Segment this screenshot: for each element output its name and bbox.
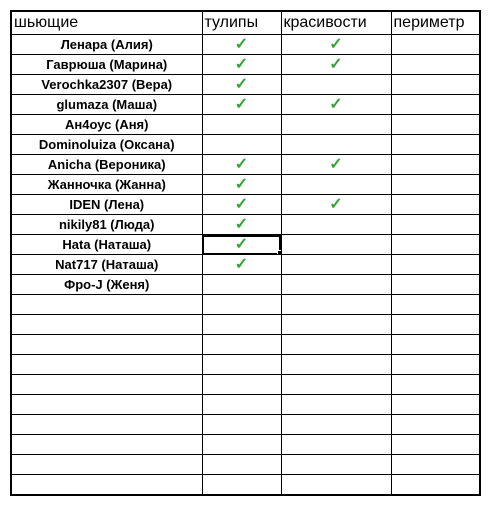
perimeter-cell[interactable]: [391, 395, 480, 415]
table-row: [11, 415, 480, 435]
checkmark-icon: ✓: [234, 236, 249, 253]
perimeter-cell[interactable]: [391, 75, 480, 95]
pretty-cell[interactable]: [281, 195, 391, 215]
tulips-cell[interactable]: [202, 275, 281, 295]
header-name-cell[interactable]: шьющие: [11, 11, 202, 35]
name-cell[interactable]: Ан4оус (Аня): [11, 115, 202, 135]
tulips-cell[interactable]: [202, 415, 281, 435]
name-cell[interactable]: [11, 395, 202, 415]
perimeter-cell[interactable]: [391, 175, 480, 195]
tulips-cell[interactable]: [202, 75, 281, 95]
checkmark-icon: ✓: [329, 96, 343, 113]
pretty-cell[interactable]: [281, 175, 391, 195]
pretty-cell[interactable]: [281, 415, 391, 435]
name-cell[interactable]: [11, 335, 202, 355]
name-cell[interactable]: [11, 415, 202, 435]
table-row: [11, 155, 480, 175]
checkmark-icon: ✓: [234, 196, 249, 213]
pretty-cell[interactable]: [281, 455, 391, 475]
perimeter-cell[interactable]: [391, 135, 480, 155]
table-row: [11, 255, 480, 275]
checkmark-icon: ✓: [234, 76, 249, 93]
table-row: [11, 215, 480, 235]
perimeter-cell[interactable]: [391, 275, 480, 295]
name-cell[interactable]: [11, 475, 202, 496]
pretty-cell[interactable]: [281, 55, 391, 75]
table-body: [11, 35, 480, 496]
table-row: [11, 295, 480, 315]
perimeter-cell[interactable]: [391, 295, 480, 315]
tulips-cell[interactable]: [202, 355, 281, 375]
perimeter-cell[interactable]: [391, 155, 480, 175]
checkmark-icon: ✓: [234, 36, 249, 53]
name-cell[interactable]: Dominoluiza (Оксана): [11, 135, 202, 155]
pretty-cell[interactable]: [281, 255, 391, 275]
pretty-cell[interactable]: [281, 375, 391, 395]
name-cell[interactable]: Hata (Наташа): [11, 235, 202, 255]
tulips-cell[interactable]: [202, 455, 281, 475]
tulips-cell[interactable]: [202, 475, 281, 496]
name-cell[interactable]: Nat717 (Наташа): [11, 255, 202, 275]
fill-handle[interactable]: [277, 250, 282, 255]
perimeter-cell[interactable]: [391, 35, 480, 55]
table-row: [11, 475, 480, 496]
pretty-cell[interactable]: [281, 215, 391, 235]
pretty-cell[interactable]: [281, 275, 391, 295]
tulips-cell[interactable]: [202, 175, 281, 195]
perimeter-cell[interactable]: [391, 455, 480, 475]
table-row: [11, 135, 480, 155]
checkmark-icon: ✓: [234, 56, 249, 73]
pretty-cell[interactable]: [281, 155, 391, 175]
tulips-cell[interactable]: [202, 435, 281, 455]
perimeter-cell[interactable]: [391, 315, 480, 335]
tulips-cell[interactable]: [202, 195, 281, 215]
name-cell[interactable]: [11, 435, 202, 455]
name-cell[interactable]: Жанночка (Жанна): [11, 175, 202, 195]
table-row: [11, 175, 480, 195]
perimeter-cell[interactable]: [391, 195, 480, 215]
pretty-cell[interactable]: [281, 295, 391, 315]
name-cell[interactable]: glumaza (Маша): [11, 95, 202, 115]
pretty-cell[interactable]: [281, 35, 391, 55]
tulips-cell[interactable]: [202, 115, 281, 135]
perimeter-cell[interactable]: [391, 355, 480, 375]
table-row: [11, 355, 480, 375]
tulips-cell[interactable]: [202, 135, 281, 155]
table-row: [11, 115, 480, 135]
table-row: [11, 455, 480, 475]
pretty-cell[interactable]: [281, 475, 391, 496]
checkmark-icon: ✓: [234, 96, 249, 113]
name-cell[interactable]: Фро-J (Женя): [11, 275, 202, 295]
pretty-cell[interactable]: [281, 235, 391, 255]
table-row: [11, 55, 480, 75]
header-pretty-cell[interactable]: красивости: [281, 11, 391, 35]
name-cell[interactable]: Ленара (Алия): [11, 35, 202, 55]
table-row: [11, 235, 480, 255]
name-cell[interactable]: [11, 455, 202, 475]
checkmark-icon: ✓: [234, 256, 249, 273]
perimeter-cell[interactable]: [391, 115, 480, 135]
tulips-cell[interactable]: [202, 315, 281, 335]
tulips-cell[interactable]: [202, 95, 281, 115]
perimeter-cell[interactable]: [391, 375, 480, 395]
pretty-cell[interactable]: [281, 395, 391, 415]
checkmark-icon: ✓: [329, 56, 343, 73]
tulips-cell[interactable]: [202, 55, 281, 75]
pretty-cell[interactable]: [281, 355, 391, 375]
perimeter-cell[interactable]: [391, 255, 480, 275]
tulips-cell[interactable]: [202, 375, 281, 395]
tulips-cell[interactable]: [202, 35, 281, 55]
tulips-cell[interactable]: [202, 215, 281, 235]
tulips-cell[interactable]: [202, 235, 281, 255]
name-cell[interactable]: Anicha (Вероника): [11, 155, 202, 175]
perimeter-cell[interactable]: [391, 235, 480, 255]
signup-table: [10, 10, 481, 496]
table-row: [11, 35, 480, 55]
checkmark-icon: ✓: [329, 196, 343, 213]
perimeter-cell[interactable]: [391, 55, 480, 75]
pretty-cell[interactable]: [281, 335, 391, 355]
perimeter-cell[interactable]: [391, 335, 480, 355]
name-cell[interactable]: nikily81 (Люда): [11, 215, 202, 235]
table-row: [11, 395, 480, 415]
perimeter-cell[interactable]: [391, 475, 480, 496]
table-row: [11, 75, 480, 95]
pretty-cell[interactable]: [281, 115, 391, 135]
table-row: [11, 435, 480, 455]
checkmark-icon: ✓: [234, 156, 249, 173]
perimeter-cell[interactable]: [391, 435, 480, 455]
name-cell[interactable]: Verochka2307 (Вера): [11, 75, 202, 95]
pretty-cell[interactable]: [281, 75, 391, 95]
tulips-cell[interactable]: [202, 255, 281, 275]
tulips-cell[interactable]: [202, 295, 281, 315]
perimeter-cell[interactable]: [391, 415, 480, 435]
name-cell[interactable]: [11, 315, 202, 335]
table-row: [11, 275, 480, 295]
header-perimeter-cell[interactable]: периметр: [391, 11, 480, 35]
table-row: [11, 375, 480, 395]
table-row: [11, 315, 480, 335]
name-cell[interactable]: [11, 375, 202, 395]
pretty-cell[interactable]: [281, 135, 391, 155]
name-cell[interactable]: Гаврюша (Марина): [11, 55, 202, 75]
name-cell[interactable]: IDEN (Лена): [11, 195, 202, 215]
perimeter-cell[interactable]: [391, 215, 480, 235]
pretty-cell[interactable]: [281, 95, 391, 115]
checkmark-icon: ✓: [234, 216, 249, 233]
table-row: [11, 195, 480, 215]
table-row: [11, 335, 480, 355]
table-row: [11, 95, 480, 115]
tulips-cell[interactable]: [202, 395, 281, 415]
pretty-cell[interactable]: [281, 435, 391, 455]
name-cell[interactable]: [11, 295, 202, 315]
tulips-cell[interactable]: [202, 335, 281, 355]
header-row: [11, 11, 480, 35]
header-tulips-cell[interactable]: тулипы: [202, 11, 281, 35]
checkmark-icon: ✓: [234, 176, 249, 193]
tulips-cell[interactable]: [202, 155, 281, 175]
checkmark-icon: ✓: [329, 36, 343, 53]
checkmark-icon: ✓: [329, 156, 343, 173]
perimeter-cell[interactable]: [391, 95, 480, 115]
pretty-cell[interactable]: [281, 315, 391, 335]
name-cell[interactable]: [11, 355, 202, 375]
